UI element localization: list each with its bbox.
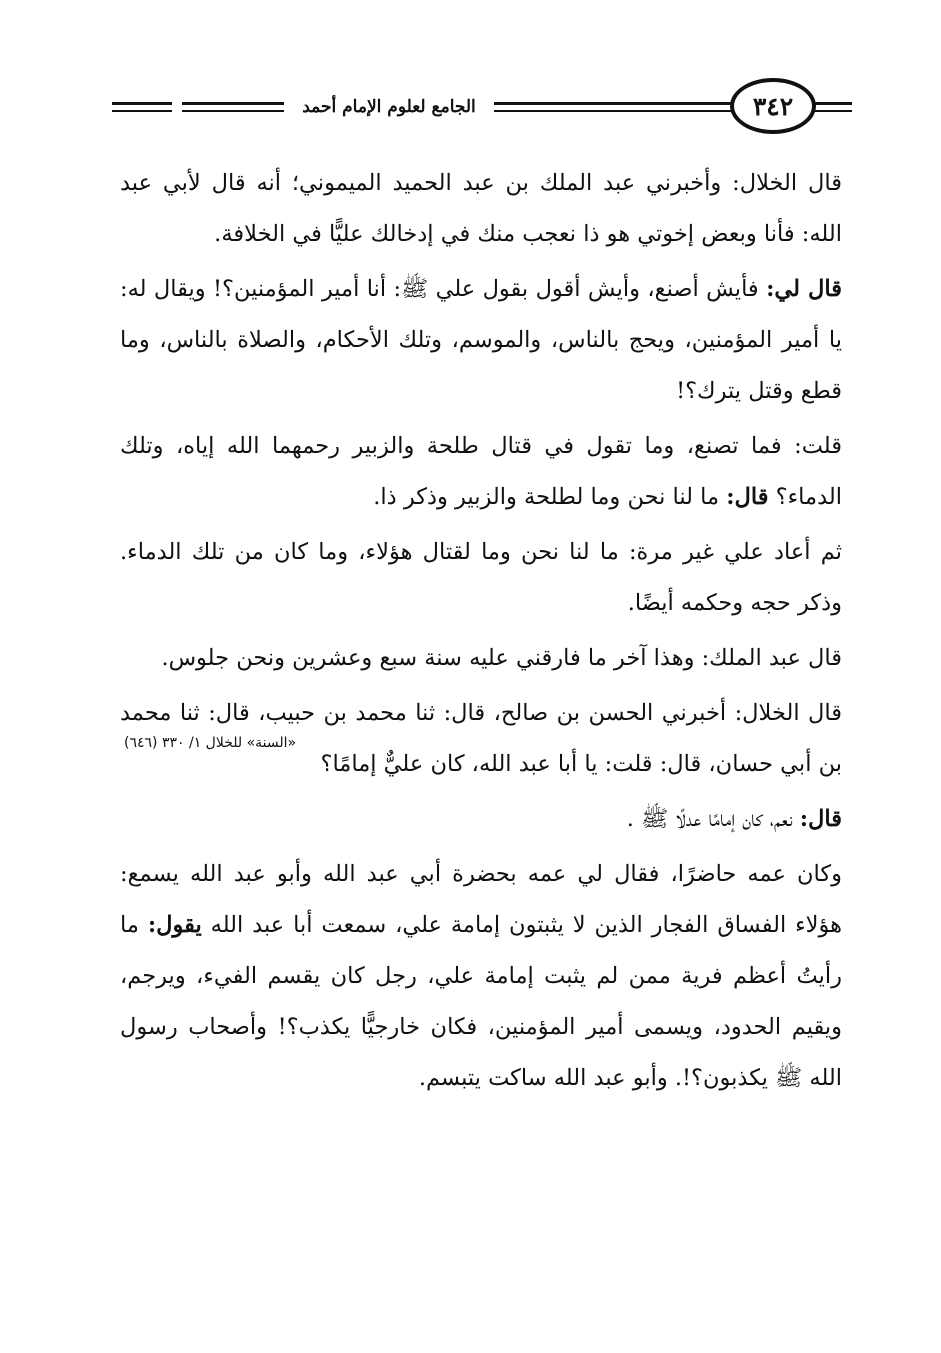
header-rule bbox=[812, 102, 852, 105]
header-rule bbox=[112, 102, 172, 105]
paragraph-text: قلت: فما تصنع، وما تقول في قتال طلحة والزبير رحمهما الله إياه، وتلك الدماء؟ bbox=[120, 433, 842, 510]
paragraph-text: ما رأيتُ أعظم فرية ممن لم يثبت إمامة علي، رجل كان يقسم الفيء، ويرجم، ويقيم الحدود، ويسمى أمير المؤمنين، فكان خارجيًّا يكذب؟! وأصحاب رسول الله ﷺ يكذبون؟!. وأبو عبد الله ساكت يتبسم. bbox=[120, 912, 842, 1091]
paragraph-text: ثم أعاد علي غير مرة: ما لنا نحن وما لقتال هؤلاء، وما كان من تلك الدماء. وذكر حجه وحكمه أيضًا. bbox=[120, 539, 842, 616]
paragraph-text: نعم، كان إمامًا عدلًا ﷺ . bbox=[626, 806, 800, 832]
paragraph bbox=[120, 421, 842, 523]
paragraph bbox=[120, 794, 842, 845]
paragraph-text: ما لنا نحن وما لطلحة والزبير وذكر ذا. bbox=[373, 484, 727, 510]
page-number: ٣٤٢ bbox=[730, 78, 816, 134]
page-header bbox=[112, 74, 852, 138]
paragraph-text: قال الخلال: وأخبرني عبد الملك بن عبد الحميد الميموني؛ أنه قال لأبي عبد الله: فأنا وبعض إخوتي هو ذا نعجب منك في إدخالك عليًّا في الخلافة. bbox=[120, 170, 842, 247]
page-body bbox=[120, 158, 842, 1108]
paragraph bbox=[120, 264, 842, 417]
paragraph-text: وكان عمه حاضرًا، فقال لي عمه بحضرة أبي عبد الله وأبو عبد الله يسمع: هؤلاء الفساق الفجار الذين لا يثبتون إمامة علي، سمعت أبا عبد الله bbox=[120, 861, 842, 938]
paragraph bbox=[120, 633, 842, 684]
speaker-keyword: يقول: bbox=[147, 912, 202, 938]
paragraph bbox=[120, 849, 842, 1104]
paragraph bbox=[120, 158, 842, 260]
paragraph-text: قال الخلال: أخبرني الحسن بن صالح، قال: ثنا محمد بن حبيب، قال: ثنا محمد بن أبي حسان، قال: قلت: يا أبا عبد الله، كان عليٌّ إمامًا؟ bbox=[120, 700, 842, 777]
paragraph-text: فأيش أصنع، وأيش أقول بقول علي ﷺ: أنا أمير المؤمنين؟! ويقال له: يا أمير المؤمنين، ويحج بالناس، والموسم، وتلك الأحكام، والصلاة بالناس، وما قطع وقتل يترك؟! bbox=[120, 276, 842, 404]
speaker-keyword: قال: bbox=[799, 806, 842, 832]
running-title: الجامع لعلوم الإمام أحمد bbox=[284, 96, 494, 118]
header-rule bbox=[112, 110, 172, 112]
speaker-keyword: قال لي: bbox=[766, 276, 842, 302]
header-rule bbox=[812, 110, 852, 112]
paragraph bbox=[120, 527, 842, 629]
speaker-keyword: قال: bbox=[726, 484, 769, 510]
paragraph-text: قال عبد الملك: وهذا آخر ما فارقني عليه سنة سبع وعشرين ونحن جلوس. bbox=[161, 645, 842, 671]
source-citation: «السنة» للخلال ١/ ٣٣٠ (٦٤٦) bbox=[124, 735, 297, 751]
